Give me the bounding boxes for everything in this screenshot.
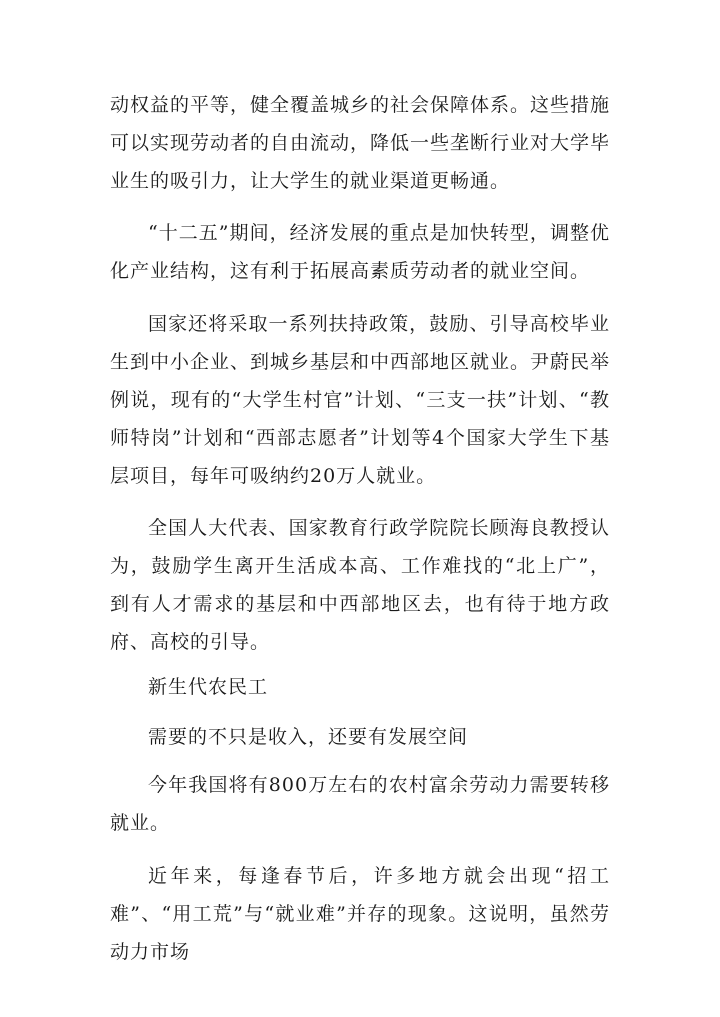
paragraph-social-security: 动权益的平等，健全覆盖城乡的社会保障体系。这些措施可以实现劳动者的自由流动，降低一些垄断行业对大学毕业生的吸引力，让大学生的就业渠道更畅通。 xyxy=(110,94,611,192)
paragraph-labor-shortage: 近年来，每逢春节后，许多地方就会出现“招工难”、“用工荒”与“就业难”并存的现象。这说明，虽然劳动力市场 xyxy=(110,865,610,963)
section-subheading: 需要的不只是收入，还要有发展空间 xyxy=(148,726,469,748)
paragraph-rural-labor: 今年我国将有800万左右的农村富余劳动力需要转移就业。 xyxy=(110,774,610,834)
paragraph-twelfth-five-year: “十二五”期间，经济发展的重点是加快转型，调整优化产业结构，这有利于拓展高素质劳动者的就业空间。 xyxy=(110,222,610,282)
paragraph-support-policies: 国家还将采取一系列扶持政策，鼓励、引导高校毕业生到中小企业、到城乡基层和中西部地区就业。尹蔚民举例说，现有的“大学生村官”计划、“三支一扶”计划、“教师特岗”计划和“西部志愿者”计划等4个国家大学生下基层项目，每年可吸纳约20万人就业。 xyxy=(110,313,611,487)
section-heading: 新生代农民工 xyxy=(148,676,269,698)
paragraph-gu-hailiang: 全国人大代表、国家教育行政学院院长顾海良教授认为，鼓励学生离开生活成本高、工作难找的“北上广”，到有人才需求的基层和中西部地区去，也有待于地方政府、高校的引导。 xyxy=(110,517,610,653)
